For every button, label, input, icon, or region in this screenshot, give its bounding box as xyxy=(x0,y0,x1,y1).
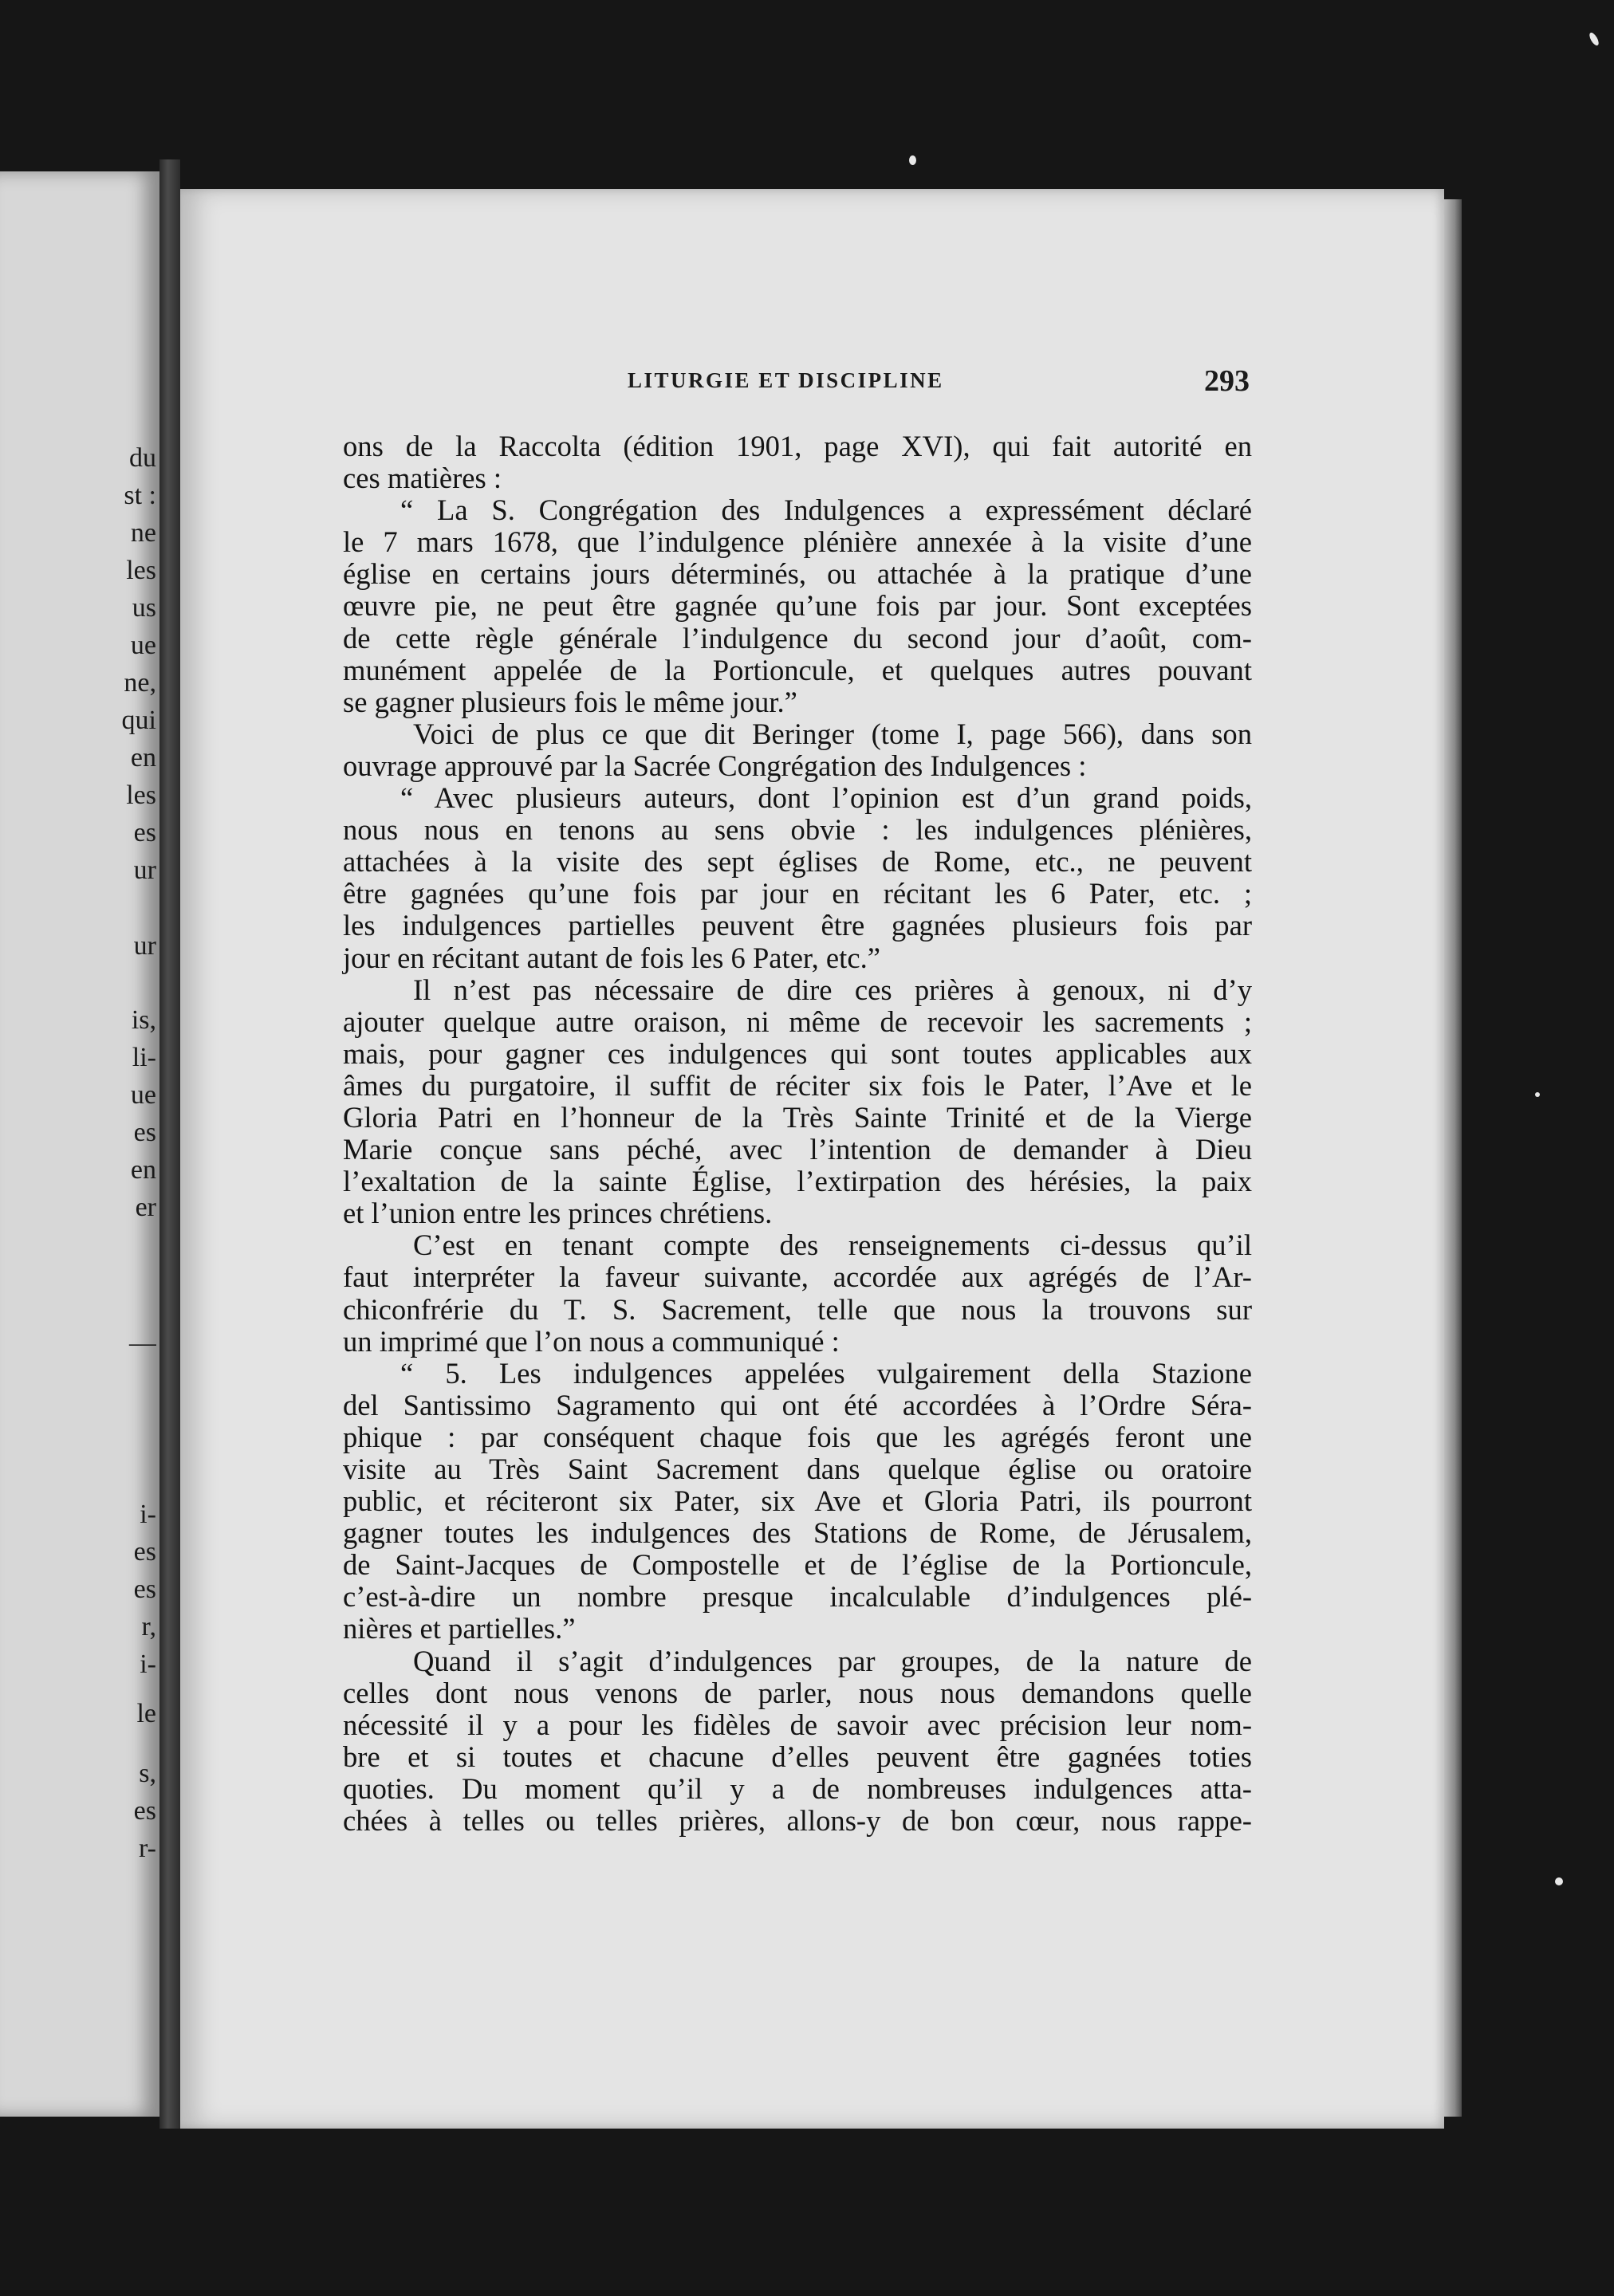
text-line: munément appelée de la Portioncule, et quelques autres pouvant xyxy=(343,653,1252,686)
text-line: Marie conçue sans péché, avec l’intention de demander à Dieu xyxy=(343,1133,1252,1166)
running-header xyxy=(628,364,1250,400)
left-page-fragment: en xyxy=(130,1155,156,1185)
text-line: phique : par conséquent chaque fois que les agrégés feront une xyxy=(343,1420,1252,1453)
body-text xyxy=(343,431,1252,1837)
text-line: chiconfrérie du T. S. Sacrement, telle que nous la trouvons sur xyxy=(343,1292,1252,1326)
left-page-fragment: s, xyxy=(139,1759,156,1788)
running-title: LITURGIE ET DISCIPLINE xyxy=(628,368,944,392)
text-line: “ 5. Les indulgences appelées vulgairement della Stazione xyxy=(400,1356,1252,1390)
left-page-edge xyxy=(0,171,159,2117)
left-page-fragment: ue xyxy=(130,631,156,660)
left-page-fragment: r, xyxy=(141,1612,156,1641)
text-line: un imprimé que l’on nous a communiqué : xyxy=(343,1324,840,1358)
text-line: être gagnées qu’une fois par jour en récitant les 6 Pater, etc. ; xyxy=(343,877,1252,910)
text-line: del Santissimo Sagramento qui ont été accordées à l’Ordre Séra- xyxy=(343,1388,1252,1421)
text-line: attachées à la visite des sept églises de Rome, etc., ne peuvent xyxy=(343,845,1252,879)
text-line: Quand il s’agit d’indulgences par groupes, de la nature de xyxy=(413,1644,1252,1677)
text-line: de Saint-Jacques de Compostelle et de l’église de la Portioncule, xyxy=(343,1548,1252,1582)
left-page-fragment: les xyxy=(126,556,156,585)
scan-dust-speck xyxy=(1588,31,1600,47)
text-line: Voici de plus ce que dit Beringer (tome I, page 566), dans son xyxy=(413,717,1252,750)
left-page-fragment: ne xyxy=(130,518,156,548)
text-line: mais, pour gagner ces indulgences qui sont toutes applicables aux xyxy=(343,1036,1252,1070)
left-page-fragment: du xyxy=(129,443,156,473)
left-page-fragment: li- xyxy=(132,1043,156,1072)
text-line: ouvrage approuvé par la Sacrée Congrégation des Indulgences : xyxy=(343,749,1087,782)
text-line: nécessité il y a pour les fidèles de savoir avec précision leur nom- xyxy=(343,1708,1252,1741)
text-line: se gagner plusieurs fois le même jour.” xyxy=(343,685,797,718)
left-page-fragment: es xyxy=(133,818,156,847)
text-line: ces matières : xyxy=(343,462,502,495)
text-line: public, et réciteront six Pater, six Ave et Gloria Patri, ils pourront xyxy=(343,1484,1252,1518)
scan-dust-speck xyxy=(1555,1877,1563,1885)
text-line: “ La S. Congrégation des Indulgences a expressément déclaré xyxy=(400,493,1252,527)
left-page-fragment: is, xyxy=(131,1005,156,1035)
text-line: celles dont nous venons de parler, nous nous demandons quelle xyxy=(343,1676,1252,1709)
left-page-fragment: st : xyxy=(124,481,156,510)
left-page-fragment: ne, xyxy=(124,668,156,698)
text-line: nières et partielles.” xyxy=(343,1612,576,1645)
left-page-fragment: ur xyxy=(133,931,156,961)
left-page-fragment: en xyxy=(130,743,156,773)
left-page-fragment: le xyxy=(136,1699,156,1728)
left-page-fragment: i- xyxy=(140,1500,156,1529)
text-line: gagner toutes les indulgences des Stations de Rome, de Jérusalem, xyxy=(343,1516,1252,1550)
left-page-fragment: r- xyxy=(139,1834,156,1863)
left-page-fragment: es xyxy=(133,1118,156,1147)
text-line: nous nous en tenons au sens obvie : les indulgences plénières, xyxy=(343,813,1252,847)
text-line: de cette règle générale l’indulgence du second jour d’août, com- xyxy=(343,621,1252,655)
left-page-fragment: ue xyxy=(130,1080,156,1110)
text-line: “ Avec plusieurs auteurs, dont l’opinion est d’un grand poids, xyxy=(400,781,1252,815)
text-line: le 7 mars 1678, que l’indulgence plénière annexée à la visite d’une xyxy=(343,525,1252,559)
text-line: église en certains jours déterminés, ou attachée à la pratique d’une xyxy=(343,557,1252,591)
text-line: quoties. Du moment qu’il y a de nombreuses indulgences atta- xyxy=(343,1771,1252,1805)
text-line: C’est en tenant compte des renseignements ci-dessus qu’il xyxy=(413,1229,1252,1262)
text-line: c’est-à-dire un nombre presque incalculable d’indulgences plé- xyxy=(343,1580,1252,1614)
text-line: ons de la Raccolta (édition 1901, page XVI), qui fait autorité en xyxy=(343,430,1252,462)
text-line: visite au Très Saint Sacrement dans quelque église ou oratoire xyxy=(343,1453,1252,1485)
left-page-fragment: ur xyxy=(133,855,156,885)
left-page-fragment: er xyxy=(135,1193,156,1222)
page-edge-shadow xyxy=(1444,199,1462,2117)
text-line: l’exaltation de la sainte Église, l’extirpation des hérésies, la paix xyxy=(343,1165,1252,1198)
left-page-fragment: es xyxy=(133,1796,156,1826)
text-line: ajouter quelque autre oraison, ni même de recevoir les sacrements ; xyxy=(343,1005,1252,1038)
text-line: Il n’est pas nécessaire de dire ces prières à genoux, ni d’y xyxy=(413,973,1252,1006)
left-page-fragment: es xyxy=(133,1575,156,1604)
left-page-fragment: es xyxy=(133,1537,156,1567)
text-line: œuvre pie, ne peut être gagnée qu’une fois par jour. Sont exceptées xyxy=(343,589,1252,623)
text-line: les indulgences partielles peuvent être gagnées plusieurs fois par xyxy=(343,909,1252,942)
book-gutter xyxy=(159,159,180,2129)
text-line: faut interpréter la faveur suivante, accordée aux agrégés de l’Ar- xyxy=(343,1260,1252,1294)
scan-dust-speck xyxy=(1535,1092,1540,1097)
left-page-fragment: les xyxy=(126,780,156,810)
left-page-fragment: us xyxy=(132,593,156,623)
text-line: chées à telles ou telles prières, allons-y de bon cœur, nous rappe- xyxy=(343,1804,1252,1838)
left-page-fragment: i- xyxy=(140,1649,156,1679)
page-number: 293 xyxy=(1204,364,1250,398)
text-line: jour en récitant autant de fois les 6 Pater, etc.” xyxy=(343,941,880,974)
scan-dust-speck xyxy=(909,155,916,165)
text-line: et l’union entre les princes chrétiens. xyxy=(343,1197,773,1230)
text-line: âmes du purgatoire, il suffit de réciter six fois le Pater, l’Ave et le xyxy=(343,1068,1252,1102)
left-page-fragment: — xyxy=(129,1328,156,1358)
text-line: bre et si toutes et chacune d’elles peuvent être gagnées toties xyxy=(343,1740,1252,1773)
left-page-fragment: qui xyxy=(121,706,156,735)
text-line: Gloria Patri en l’honneur de la Très Sainte Trinité et de la Vierge xyxy=(343,1100,1252,1134)
